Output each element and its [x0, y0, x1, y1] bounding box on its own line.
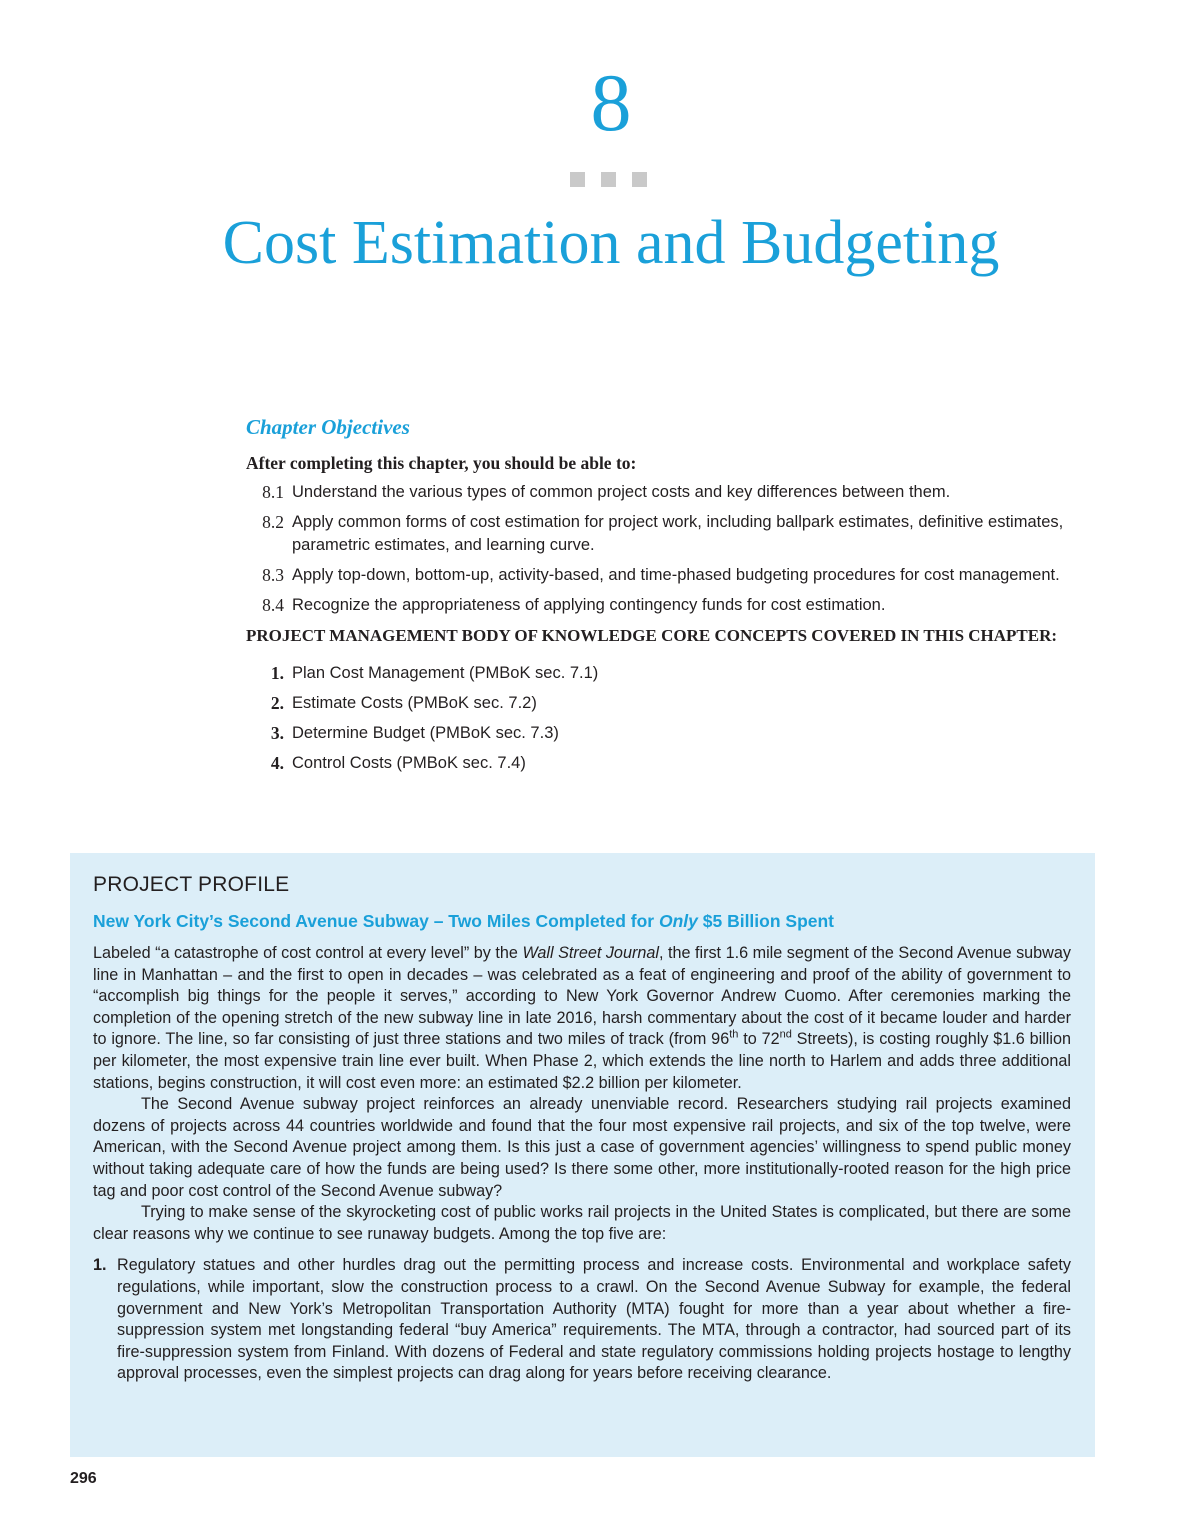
ornament-square [632, 172, 647, 187]
pmbok-item [246, 721, 1106, 745]
chapter-title: Cost Estimation and Budgeting [222, 209, 1000, 277]
list-item-text: Regulatory statues and other hurdles drag out the permitting process and increase costs. Environmental and workplace safety regulations, while important, slow the construction process to a crawl. On the Second Avenue Subway for example, the federal government and New York’s Metropolitan Transportation Authority (MTA) fought for more than a year about whether a fire-suppression system met longstanding federal “buy America” requirements. The MTA, through a contractor, had sourced part of its fire-suppression system from Finland. With dozens of Federal and state regulatory commissions holding projects hostage to lengthy approval processes, even the simplest projects can drag along for years before receiving clearance. [117, 1256, 1071, 1383]
pmbok-number: 3. [270, 723, 284, 743]
objective-item [246, 481, 1106, 504]
page-number: 296 [70, 1470, 97, 1487]
objective-item [246, 564, 1106, 587]
objective-text: Apply common forms of cost estimation for project work, including ballpark estimates, definitive estimates, parametric estimates, and learning curve. [292, 513, 1064, 554]
objective-text: Recognize the appropriateness of applying contingency funds for cost estimation. [292, 596, 886, 614]
profile-paragraph [93, 943, 1071, 1094]
pmbok-text: Plan Cost Management (PMBoK sec. 7.1) [292, 664, 599, 682]
profile-title [93, 909, 1071, 933]
objectives-list [246, 481, 1106, 617]
pmbok-text: Determine Budget (PMBoK sec. 7.3) [292, 724, 559, 742]
list-item [93, 1255, 1071, 1385]
paragraph-text: Streets), is costing roughly $1.6 billion per kilometer, the most expensive train line ever built. When Phase 2, which extends the line north to Harlem and adds three additional stations, begins construction, it will cost even more: an estimated $2.2 billion per kilometer. [93, 1030, 1071, 1092]
pmbok-item [246, 691, 1106, 715]
paragraph-text: , the first 1.6 mile segment of the Second Avenue subway line in Manhattan – and the first to open in decades – was celebrated as a feat of engineering and proof of the ability of government to “accomplish big things for the people it serves,” according to New York Governor Andrew Cuomo. After ceremonies marking the completion of the opening stretch of the new subway line in late 2016, harsh commentary about the cost of it became louder and harder to ignore. The line, so far consisting of just three stations and two miles of track (from 96 [93, 944, 1071, 1049]
pmbok-text: Estimate Costs (PMBoK sec. 7.2) [292, 694, 537, 712]
profile-title-part: $5 Billion Spent [697, 911, 835, 931]
superscript: nd [779, 1028, 792, 1041]
chapter-number: 8 [590, 57, 632, 148]
project-profile-box [70, 853, 1095, 1457]
chapter-objectives [246, 414, 1106, 781]
profile-title-italic: Only [658, 911, 698, 931]
profile-title-part: New York City’s Second Avenue Subway – Two Miles Completed for [93, 911, 659, 931]
objective-item [246, 511, 1106, 557]
objectives-intro: After completing this chapter, you should be able to: [246, 453, 637, 473]
pmbok-number: 4. [270, 753, 284, 773]
profile-paragraph: The Second Avenue subway project reinforces an already unenviable record. Researchers studying rail projects examined dozens of projects across 44 countries worldwide and found that the four most expensive rail projects, and six of the top twelve, were American, with the Second Avenue project among them. Is this just a case of government agencies’ willingness to spend public money without taking adequate care of how the funds are being used? Is there some other, more institutionally-rooted reason for the high price tag and poor cost control of the Second Avenue subway? [93, 1095, 1071, 1200]
objective-number: 8.4 [262, 595, 284, 615]
objectives-heading: Chapter Objectives [246, 415, 410, 439]
list-item-number: 1. [93, 1256, 107, 1275]
chapter-ornament [570, 172, 647, 187]
profile-reasons-list [93, 1255, 1071, 1385]
pmbok-number: 2. [270, 693, 284, 713]
pmbok-item [246, 661, 1106, 685]
objective-number: 8.3 [262, 565, 284, 585]
objective-number: 8.2 [262, 512, 284, 532]
pmbok-text: Control Costs (PMBoK sec. 7.4) [292, 754, 526, 772]
journal-name: Wall Street Journal [522, 944, 659, 962]
pmbok-item [246, 751, 1106, 775]
objective-item [246, 594, 1106, 617]
profile-label: PROJECT PROFILE [93, 873, 290, 896]
pmbok-list [246, 661, 1106, 775]
superscript: th [729, 1028, 739, 1041]
objective-text: Understand the various types of common project costs and key differences between them. [292, 483, 951, 501]
paragraph-text: to 72 [738, 1030, 780, 1049]
profile-paragraph: Trying to make sense of the skyrocketing cost of public works rail projects in the United States is complicated, but there are some clear reasons why we continue to see runaway budgets. Among the top five are: [93, 1203, 1071, 1243]
objective-text: Apply top-down, bottom-up, activity-based, and time-phased budgeting procedures for cost management. [292, 566, 1060, 584]
ornament-square [601, 172, 616, 187]
paragraph-text: Labeled “a catastrophe of cost control at every level” by the [93, 944, 523, 962]
ornament-square [570, 172, 585, 187]
pmbok-heading: PROJECT MANAGEMENT BODY OF KNOWLEDGE CORE CONCEPTS COVERED IN THIS CHAPTER: [246, 626, 1058, 645]
pmbok-number: 1. [270, 663, 284, 683]
objective-number: 8.1 [262, 482, 284, 502]
